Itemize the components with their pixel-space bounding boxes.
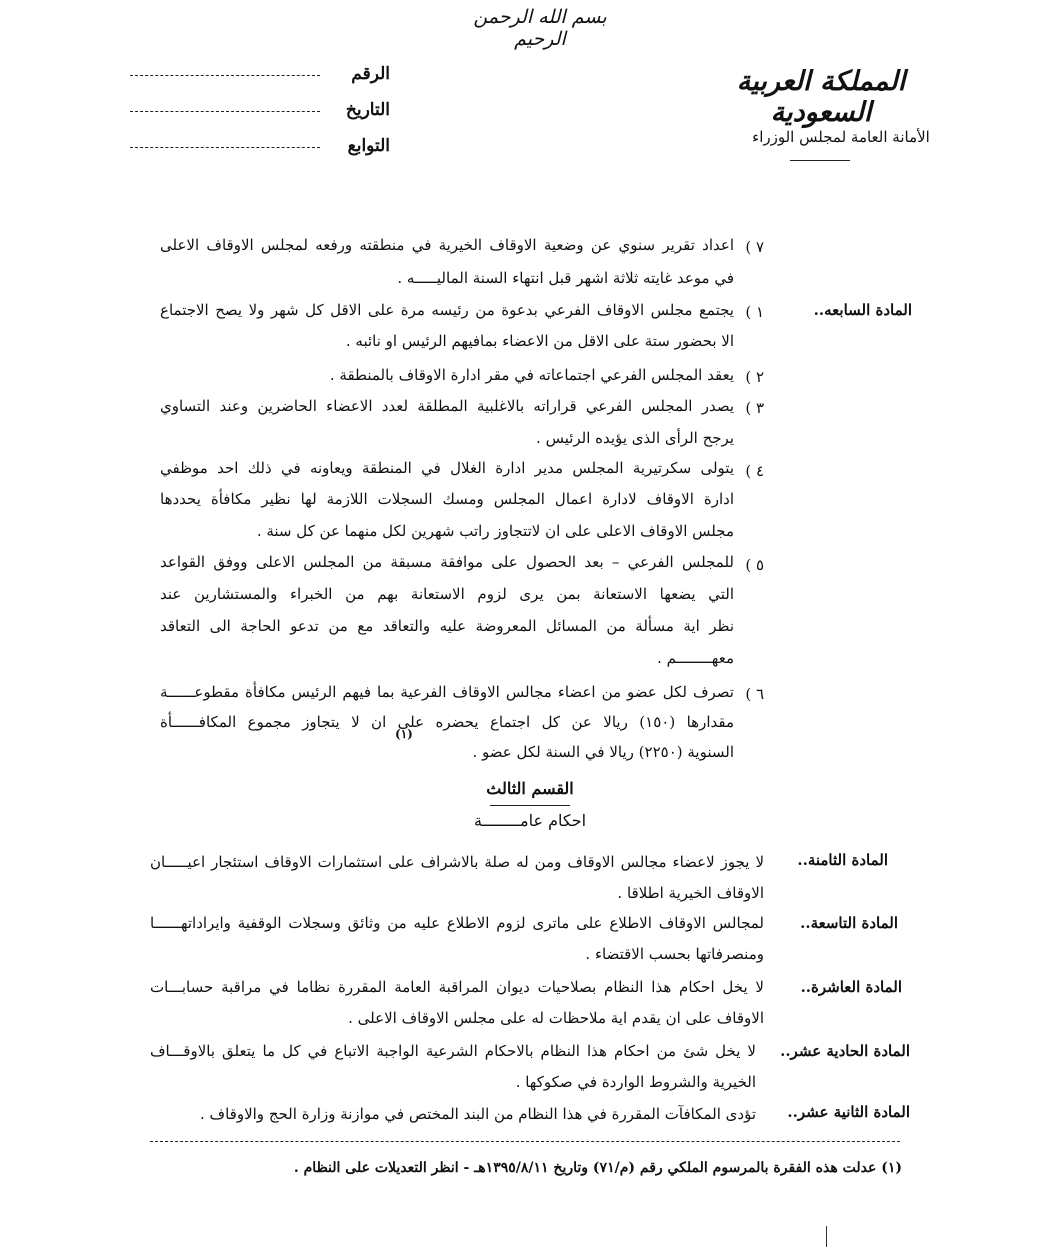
- header-rule: [790, 160, 850, 161]
- article-line: لا يخل شئ من احكام هذا النظام بالاحكام الشرعية الواجبة الاتباع في كل ما يتعلق بالاوقـــاف: [150, 1042, 756, 1060]
- item-line: مقدارها (١٥٠) ريالا عن كل اجتماع يحضره على ان لا يتجاوز مجموع المكافــــــأة: [160, 713, 734, 731]
- item-line: يصدر المجلس الفرعي قراراته بالاغلبية المطلقة لعدد الاعضاء الحاضرين وعند التساوي: [160, 397, 734, 415]
- section-title: القسم الثالث: [486, 779, 574, 798]
- ref-date-line: [130, 111, 320, 112]
- article-line: الاوقاف الخيرية اطلاقا .: [617, 884, 764, 902]
- article-line: لا يجوز لاعضاء مجالس الاوقاف ومن له صلة بالاشراف على استثمارات الاوقاف استئجار اعيـــــان: [150, 853, 764, 871]
- section-title-rule: [490, 805, 570, 806]
- item-line: السنوية (٢٢٥٠) ريالا في السنة لكل عضو .: [472, 743, 734, 761]
- section-subtitle: احكام عامــــــــة: [473, 811, 587, 830]
- article-heading: المادة الثانية عشر..: [787, 1103, 910, 1121]
- item-line: ادارة الاوقاف لادارة اعمال المجلس ومسك السجلات اللازمة لها نظير مكافأة يحددها: [160, 490, 734, 508]
- ref-attachments-row: [130, 120, 390, 156]
- item-number: ١ ): [745, 303, 764, 321]
- item-line: اعداد تقرير سنوي عن وضعية الاوقاف الخيرية في منطقته ورفعه لمجلس الاوقاف الاعلى: [160, 236, 734, 254]
- footnote-rule: [150, 1141, 900, 1142]
- article-line: لا يخل احكام هذا النظام بصلاحيات ديوان المراقبة العامة المقررة نظاما في مراقبة حسابـــات: [150, 978, 764, 996]
- article-heading: المادة الحادية عشر..: [780, 1042, 910, 1060]
- ref-number-label: الرقم: [351, 64, 390, 84]
- ref-date-label: التاريخ: [345, 100, 390, 120]
- article-line: تؤدى المكافآت المقررة في هذا النظام من البند المختص في موازنة وزارة الحج والاوقاف .: [200, 1105, 756, 1123]
- article-line: لمجالس الاوقاف الاطلاع على ماترى لزوم الاطلاع عليه من وثائق وسجلات الوقفية وايراداتهــــــا: [150, 914, 764, 932]
- item-line: التي يضعها الاستعانة بمن يرى لزوم الاستعانة بهم من الخبراء والمستشارين عند: [160, 585, 734, 603]
- ref-attachments-label: التوابع: [347, 136, 390, 156]
- item-line: مجلس الاوقاف الاعلى على ان لاتتجاوز راتب شهرين لكل منهما عن كل سنة .: [256, 522, 734, 540]
- article-heading: المادة التاسعة..: [800, 914, 898, 932]
- ref-number-row: [130, 48, 390, 84]
- item-line: معهــــــــم .: [657, 649, 734, 667]
- item-line: يجتمع مجلس الاوقاف الفرعي بدعوة من رئيسه مرة على الاقل كل شهر ولا يصح الاجتماع: [160, 301, 734, 319]
- item-number: ٣ ): [745, 399, 764, 417]
- ref-attachments-line: [130, 147, 320, 148]
- item-line: نظر اية مسألة من المسائل المعروضة عليه والتعاقد مع من تدعو الحاجة الى التعاقد: [160, 617, 734, 635]
- kingdom-title: المملكة العربية السعودية: [736, 66, 906, 128]
- item-number: ٢ ): [745, 368, 764, 386]
- item-line: الا بحضور ستة على الاقل من الاعضاء بمافيهم الرئيس او نائبه .: [345, 332, 734, 350]
- reference-fields: [130, 48, 390, 156]
- item-line: في موعد غايته ثلاثة اشهر قبل انتهاء السنة الماليـــــه .: [397, 269, 734, 287]
- article-heading: المادة العاشرة..: [800, 978, 902, 996]
- footnote-marker: (١): [395, 727, 413, 741]
- item-line: يعقد المجلس الفرعي اجتماعاته في مقر ادارة الاوقاف بالمنطقة .: [329, 366, 734, 384]
- page-edge-line: [826, 1226, 827, 1247]
- article-heading: المادة السابعه..: [813, 301, 912, 319]
- item-line: يرجح الرأى الذى يؤيده الرئيس .: [536, 429, 734, 447]
- item-number: ٥ ): [745, 556, 764, 574]
- secretariat-title: الأمانة العامة لمجلس الوزراء: [752, 128, 930, 146]
- basmala: بسم الله الرحمن الرحيم: [473, 6, 607, 50]
- footnote: (١) عدلت هذه الفقرة بالمرسوم الملكي رقم (م/٧١) وتاريخ ١٣٩٥/٨/١١هـ - انظر التعديلات على النظام .: [293, 1160, 902, 1176]
- item-line: يتولى سكرتيرية المجلس مدير ادارة الغلال في المنطقة ويعاونه في ذلك احد موظفي: [160, 459, 734, 477]
- article-line: ومنصرفاتها بحسب الاقتضاء .: [585, 945, 764, 963]
- item-number: ٤ ): [745, 462, 764, 480]
- item-number: ٧ ): [745, 238, 764, 256]
- article-heading: المادة الثامنة..: [797, 851, 888, 869]
- article-line: الخيرية والشروط الواردة في صكوكها .: [515, 1073, 756, 1091]
- article-line: الاوقاف على ان يقدم اية ملاحظات له على مجلس الاوقاف الاعلى .: [348, 1009, 764, 1027]
- ref-date-row: [130, 84, 390, 120]
- item-number: ٦ ): [745, 685, 764, 703]
- ref-number-line: [130, 75, 320, 76]
- item-line: للمجلس الفرعي – بعد الحصول على موافقة مسبقة من المجلس الاعلى ووفق القواعد: [160, 553, 734, 571]
- item-line: تصرف لكل عضو من اعضاء مجالس الاوقاف الفرعية بما فيهم الرئيس مكافأة مقطوعــــــة: [160, 683, 734, 701]
